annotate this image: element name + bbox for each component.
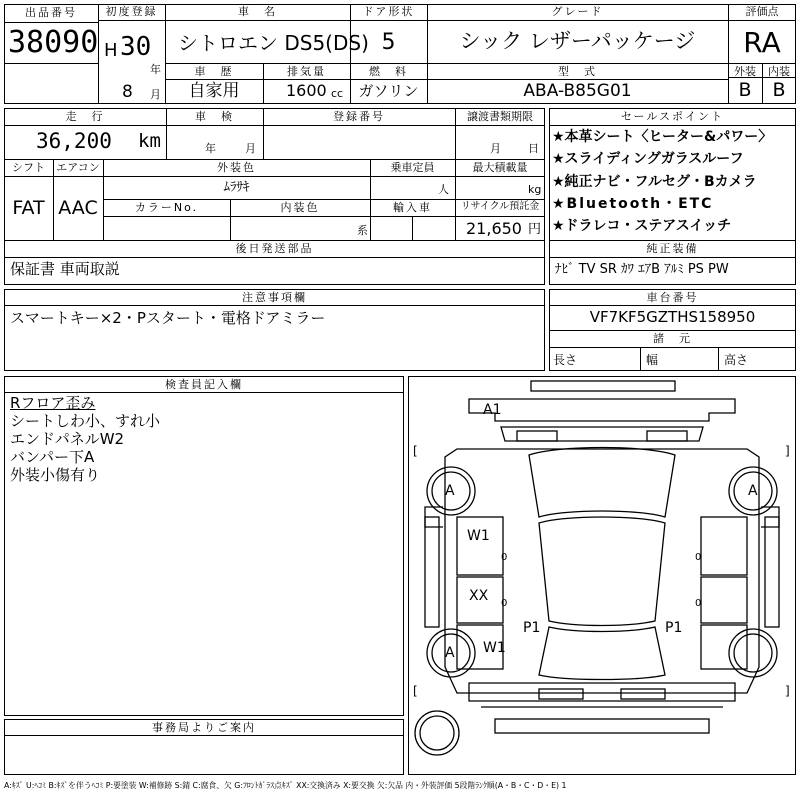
inspector-label: 検査員記入欄	[165, 378, 243, 391]
reg-number-label: 登録番号	[333, 110, 385, 123]
ext-color-value: ﾑﾗｻｷ	[223, 180, 250, 195]
displacement-unit: cc	[331, 87, 344, 100]
fuel-label: 燃 料	[369, 65, 408, 78]
sales-point-item: ★本革シート〈ヒーター&パワー〉	[552, 129, 773, 145]
length-label: 長さ	[553, 353, 578, 367]
mileage-label: 走 行	[65, 110, 105, 123]
score-value: RA	[743, 26, 781, 59]
chassis-value: VF7KF5GZTHS158950	[589, 308, 756, 326]
mileage-value: 36,200	[36, 129, 112, 153]
displacement-value: 1600	[286, 81, 327, 100]
grade-value: シック レザーパッケージ	[459, 29, 696, 53]
sales-point-item: ★ドラレコ・ステアスイッチ	[552, 218, 732, 234]
panel-digit: 0	[501, 552, 508, 563]
max-load-unit: kg	[528, 183, 542, 196]
legend-text: A:ｷｽﾞ U:ﾍｺﾐ B:ｷｽﾞを伴うﾍｺﾐ P:要塗装 W:補修跡 S:錆 C:腐食、欠 G:ﾌﾛﾝﾄｶﾞﾗｽ点ｷｽﾞ XX:交換済み X:要交換 欠:欠品 内・外装評価 5段階ﾗﾝｸ順(A・B・C・D・E) 1	[4, 781, 567, 790]
recycle-label: リサイクル預託金	[460, 201, 540, 212]
damage-mark: P1	[665, 620, 683, 636]
svg-text:[: [	[413, 444, 418, 458]
ext-grade-value: B	[738, 79, 752, 101]
month-unit: 月	[150, 88, 161, 101]
inspection-label: 車 検	[195, 110, 234, 123]
width-label: 幅	[646, 353, 659, 367]
panel-digit: 0	[695, 598, 702, 609]
svg-text:[: [	[413, 684, 418, 698]
int-color-label: 内装色	[280, 201, 320, 214]
shift-value: FAT	[12, 197, 45, 219]
office-label: 事務局よりご案内	[152, 721, 256, 734]
equipment-label: 純正装備	[646, 242, 699, 255]
damage-mark: A	[445, 483, 455, 499]
panel-digit: 0	[695, 552, 702, 563]
era: H	[104, 40, 118, 61]
int-color-unit: 系	[357, 224, 368, 237]
inspector-line: 外装小傷有り	[10, 466, 101, 484]
lot-label: 出品番号	[25, 6, 77, 19]
lot-number: 38090	[8, 25, 99, 60]
ac-label: エアコン	[56, 161, 100, 174]
svg-text:]: ]	[785, 684, 790, 698]
score-label: 評価点	[745, 5, 779, 18]
color-no-label: カラーNo.	[134, 201, 199, 214]
height-label: 高さ	[724, 353, 749, 367]
notes-value: スマートキー×2・Pスタート・電格ドアミラー	[10, 309, 326, 327]
fuel-value: ガソリン	[358, 82, 419, 100]
model-name: シトロエン DS5(DS)	[178, 31, 369, 55]
first-reg-label: 初度登録	[105, 5, 158, 18]
damage-mark: A	[748, 483, 758, 499]
reg-year: 30	[120, 32, 152, 62]
damage-mark: XX	[469, 588, 489, 604]
doors-label: ドア形状	[362, 5, 415, 18]
damage-mark: W1	[467, 528, 490, 544]
inspection-month-unit: 月	[245, 142, 256, 155]
displacement-label: 排気量	[287, 65, 326, 78]
recycle-unit: 円	[528, 222, 542, 237]
recycle-value: 21,650	[466, 219, 522, 238]
transfer-month-unit: 月	[490, 142, 501, 155]
sales-points-label: セールスポイント	[620, 110, 724, 123]
import-label: 輸入車	[393, 201, 432, 214]
int-grade-label: 内装	[768, 65, 790, 78]
inspector-line: バンパー下A	[10, 448, 95, 466]
doors-value: 5	[381, 30, 396, 55]
shift-label: シフト	[12, 161, 45, 174]
ext-color-label: 外装色	[217, 161, 256, 174]
history-value: 自家用	[188, 81, 240, 101]
car-outline	[409, 377, 795, 774]
inspector-line: エンドパネルW2	[10, 430, 125, 448]
history-label: 車 歴	[194, 65, 234, 78]
inspection-year-unit: 年	[205, 142, 216, 155]
ext-grade-label: 外装	[734, 65, 756, 78]
year-unit: 年	[150, 63, 161, 76]
damage-mark: A	[445, 645, 455, 661]
inspector-line: シートしわ小、すれ小	[10, 412, 161, 430]
later-parts-label: 後日発送部品	[235, 242, 314, 255]
transfer-label: 譲渡書類期限	[467, 110, 533, 123]
sales-point-item: ★Bluetooth・ETC	[552, 196, 714, 212]
panel-digit: 0	[501, 598, 508, 609]
spec-label: 諸 元	[653, 332, 692, 345]
mileage-unit: km	[138, 130, 161, 152]
transfer-day-unit: 日	[528, 142, 539, 155]
sales-point-item: ★純正ナビ・フルセグ・Bカメラ	[552, 174, 757, 190]
grade-label: グレード	[551, 5, 604, 18]
reg-month: 8	[122, 82, 133, 102]
capacity-label: 乗車定員	[390, 161, 435, 174]
car-diagram	[408, 376, 796, 775]
capacity-unit: 人	[438, 183, 449, 196]
sales-point-item: ★スライディングガラスルーフ	[552, 151, 744, 167]
inspector-line: Rフロア歪み	[10, 394, 96, 412]
model-label: 車 名	[238, 5, 277, 18]
chassis-label: 車台番号	[646, 291, 699, 304]
type-label: 型 式	[558, 65, 597, 78]
type-value: ABA-B85G01	[523, 81, 632, 101]
ac-value: AAC	[58, 197, 98, 219]
svg-text:]: ]	[785, 444, 790, 458]
equipment-value: ﾅﾋﾞ TV SR ｶﾜ ｴｱB ｱﾙﾐ PS PW	[555, 262, 729, 277]
later-parts-value: 保証書 車両取説	[10, 260, 120, 278]
damage-mark: P1	[523, 620, 541, 636]
damage-mark: W1	[483, 640, 506, 656]
int-grade-value: B	[772, 79, 786, 101]
notes-label: 注意事項欄	[242, 291, 307, 304]
max-load-label: 最大積載量	[472, 161, 528, 174]
damage-mark: A1	[483, 402, 502, 418]
